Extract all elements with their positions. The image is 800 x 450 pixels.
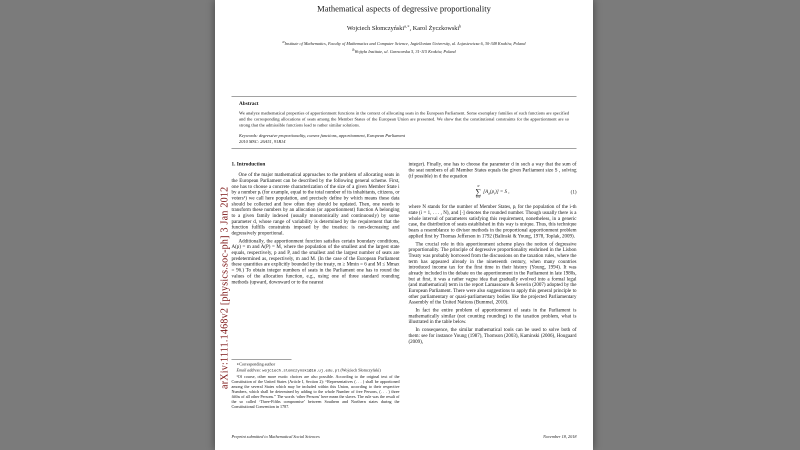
keywords-text: degressive proportionality, convex functions, apportionment, European Parliament: [259, 133, 405, 139]
author-1-affil-mark: a,∗: [404, 24, 410, 29]
affiliation-2-text: Wojtyła Institute, ul. Garncarska 5, 31-115 Kraków, Poland: [354, 48, 456, 54]
right-column: [409, 162, 577, 411]
body-paragraph-continuation: integer). Finally, one has to choose the parameter d in such a way that the sum of the seat numbers of all Member States equals the given Parliament size S , solving (if possible) in d the equation: [408, 161, 577, 179]
author-2-affil-mark: b: [459, 24, 462, 29]
affiliation-2: [215, 47, 593, 55]
equation-part: [A: [483, 188, 489, 195]
affiliation-1: [215, 39, 593, 47]
msc-line: 2010 MSC: 26A51, 91B14: [239, 139, 286, 145]
affiliation-2-mark: b: [352, 47, 355, 52]
page-footer: [232, 434, 577, 439]
author-line: [215, 24, 593, 32]
author-1: Wojciech Słomczyński: [346, 24, 405, 32]
footnote-corresponding-author: ∗Corresponding author: [236, 361, 276, 367]
equation-1: [409, 185, 577, 199]
sum-lower-limit: i=1: [475, 195, 481, 199]
equation-subscript: d: [488, 191, 490, 196]
equation-part: )] = S ,: [495, 188, 510, 195]
body-paragraph-1: where N stands for the number of Member States, pᵢ for the population of the i-th state (i = 1, . . . , N), and [·] denotes the rounded number. Though usually there is a whole interval of parameters satisfying this requirement, nonetheless, in a generic case, the distribution of seats established in this way is unique. Thus, this technique bears a resemblance to divisor methods in the proportional apportionment problem applied first by Thomas Jefferson in 1792 (Balinski & Young, 1978, Toplak, 2009).: [408, 204, 577, 239]
paper-title: Mathematical aspects of degressive proportionality: [317, 4, 491, 14]
body-paragraph-4: In consequence, the similar mathematical tools can be used to solve both of them: see for instance Young (1987), Thomson (2003), Kaminski (2006), Hougaard (2009),: [408, 327, 577, 345]
paper-page-content: [215, 0, 593, 450]
footnote-email: [232, 368, 400, 374]
body-paragraph-2: The crucial role in this apportionment scheme plays the notion of degressive proportionality. The principle of degressive proportionality enshrined in the Lisbon Treaty was probably borrowed from the discussions on the taxation rules, where the term has appeared already in the nineteenth century, when many countries introduced income tax for the first time in their history (Young, 1994). It was already included in the debate on the apportionment in the Parliament in late 1980s, but at first, it was a rather vague idea that gradually evolved into a formal legal (and mathematical) term in the report Lamassoure & Severin (2007) adopted by the European Parliament. There were also suggestions to apply this general principle to other parliamentary or quasi-parliamentary bodies like the projected Parliamentary Assembly of the United Nations (Bummel, 2010).: [408, 241, 577, 306]
sum-upper-limit: N: [477, 184, 480, 189]
footnote-separator: [232, 359, 292, 360]
keywords-label: Keywords:: [239, 133, 258, 139]
abstract-text: We analyze mathematical properties of apportionment functions in the context of allocating seats in the European Parliament. Some exemplary families of such functions are specified and the corresponding allocations of seats among the Member States of the European Union are presented. We show that the constitutional constraints for the apportionment are so strong that the admissible functions lead to rather similar solutions.: [239, 110, 569, 128]
paper-page: [215, 0, 593, 450]
email-suffix: (Wojciech Słomczyński): [340, 367, 381, 373]
equation-part: (p: [489, 188, 495, 195]
summation-symbol: [475, 185, 481, 199]
author-2: Karol Życzkowski: [412, 24, 460, 32]
email-link[interactable]: wojciech.slomczynski@im.uj.edu.pl: [262, 368, 340, 373]
left-column: [232, 162, 400, 411]
footer-date: November 18, 2018: [543, 434, 577, 439]
abstract-heading: Abstract: [239, 101, 259, 107]
title-block: [215, 0, 593, 55]
footer-journal-note: Preprint submitted to Mathematical Social Sciences: [231, 434, 320, 439]
equation-subscript: i: [494, 191, 496, 196]
abstract-section: [232, 97, 577, 149]
intro-paragraph-1: One of the major mathematical approaches to the problem of allocating seats in the European Parliament can be described by the following general scheme. First, one has to choose a concrete characterization of the size of a given Member State i by a number pᵢ (for example, equal to the total number of its inhabitants, citizens, or voters¹) we call here population, and precisely define by which means these data should be collected and how often they should be updated. Then, one needs to transform these numbers by an allocation (or apportionment) function A belonging to a given family indexed (usually monotonically and continuously) by some parameter d, whose range of variability is determined by the requirement that the function fulfills constraints imposed by the treaties: is non-decreasing and degressively proportional.: [231, 172, 400, 236]
body-paragraph-3: In fact the entire problem of apportionment of seats in the Parliament is mathematically similar (not counting rounding) to the taxation problem, what is illustrated in the table below.: [408, 307, 577, 325]
two-column-body: [232, 162, 577, 411]
equation-number: (1): [570, 189, 577, 195]
affiliation-1-mark: a: [282, 39, 285, 45]
intro-paragraph-2: Additionally, the apportionment function satisfies certain boundary conditions, A(p) = m and A(P) = M, where the population of the smallest and the largest state equals, respectively, p and P, and the smallest and the largest number of seats are predetermined as, respectively, m and M. (In the case of the European Parliament these quantities are explicitly bounded by the treaty, m ≥ Mmin = 6 and M ≤ Mmax = 96.) To obtain integer numbers of seats in the Parliament one has to round the values of the allocation function, e.g., using one of three standard rounding methods (upward, downward or to the nearest: [231, 238, 400, 285]
affiliation-1-text: Institute of Mathematics, Faculty of Mathematics and Computer Science, Jagiellonian University, ul. Łojasiewicza 6, 30-348 Kraków, Poland: [284, 40, 526, 46]
equation-expression: [483, 189, 509, 196]
section-heading-introduction: 1. Introduction: [231, 161, 266, 168]
footnotes-block: [232, 359, 400, 411]
email-label: Email address:: [236, 367, 262, 373]
author-separator: ,: [409, 24, 413, 32]
footnote-1: ¹Of course, other more exotic choices are also possible. According to the original text of the Constitution of the United States (Article I, Section 2): “Representatives (. . . ) shall be apportioned among the several States which may be included within this Union, according to their respective Numbers, which shall be determined by adding to the whole Number of free Persons, (. . . ) three fifths of all other Persons.” The words ‘other Persons’ here mean the slaves. The rule was the result of the so called ‘Three-Fifths compromise’ between Southern and Northern states during the Constitutional Convention in 1787.: [231, 374, 400, 410]
sigma-icon: ∑: [475, 187, 482, 197]
arxiv-stamp: arXiv:1111.1468v2 [physics.soc-ph] 3 Jan 2012: [219, 186, 230, 389]
